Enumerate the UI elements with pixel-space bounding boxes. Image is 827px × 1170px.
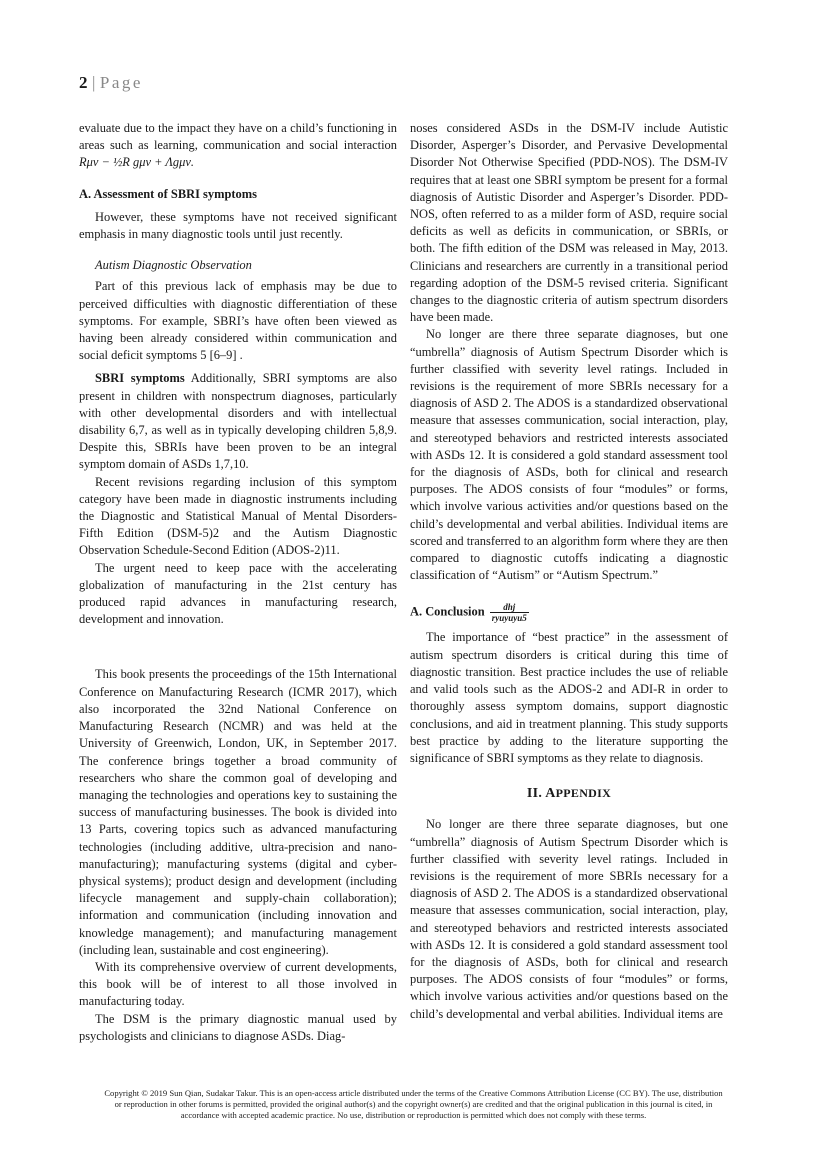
left-column (79, 120, 397, 1045)
left-paragraph-6: The urgent need to keep pace with the accelerating globalization of manufacturing in the 21st century has produced rapid advances in manufacturing research, development and innovation. (79, 560, 397, 627)
copyright-footer: Copyright © 2019 Sun Qian, Sudakar Takur. This is an open-access article distributed under the terms of the Creative Commons Attribution License (CC BY). The use, distribution or reproduction in other forums is permitted, provided the original author(s) and the copyright owner(s) are credited and that the original publication in this journal is cited, in accordance with accepted academic practice. No use, distribution or reproduction is permitted which does not comply with these terms. (104, 1088, 723, 1120)
fraction-denominator: ryuyuyu5 (491, 613, 527, 624)
fraction-numerator: dhj (490, 602, 529, 613)
right-column (410, 120, 728, 1023)
page-header (79, 73, 143, 93)
left-paragraph-2: However, these symptoms have not received significant emphasis in many diagnostic tools until just recently. (79, 209, 397, 242)
section-a-title: A. Assessment of SBRI symptoms (79, 186, 257, 201)
appendix-rest: PPENDIX (555, 786, 612, 801)
left-paragraph-5: Recent revisions regarding inclusion of this symptom category have been made in diagnostic instruments including the Diagnostic and Statistical Manual of Mental Disorders-Fifth Edition (DSM-5)2 and the Autism Diagnostic Observation Schedule-Second Edition (ADOS-2)11. (79, 474, 397, 558)
appendix-cap: A (545, 786, 556, 802)
left-paragraph-8: With its comprehensive overview of current developments, this book will be of interest to all those involved in manufacturing today. (79, 959, 397, 1009)
conclusion-title-text: A. Conclusion (410, 604, 485, 619)
page-separator: | (92, 73, 96, 92)
right-paragraph-3: The importance of “best practice” in the assessment of autism spectrum disorders is critical during this time of diagnostic transition. Best practice includes the use of reliable and valid tools such as the ADOS-2 and ADI-R in order to thoroughly assess symptom domains, support diagnostic conclusions, and aid in treatment planning. This study supports best practice by adding to the literature supporting the significance of SBRI symptoms as they relate to diagnosis. (410, 630, 728, 765)
left-p1-text: evaluate due to the impact they have on a child’s functioning in areas such as learning, communication and social interaction (79, 121, 397, 153)
left-paragraph-1 (79, 120, 397, 172)
appendix-numeral: II. (526, 786, 543, 802)
appendix-heading (410, 785, 728, 802)
left-paragraph-9: The DSM is the primary diagnostic manual used by psychologists and clinicians to diagnose ASDs. Diag- (79, 1011, 397, 1043)
inline-formula: Rμν − ½R gμν + Λgμν. (79, 155, 194, 170)
left-paragraph-7: This book presents the proceedings of the 15th International Conference on Manufacturing Research (ICMR 2017), which also incorporated the 32nd National Conference on Manufacturing Research (NCMR) and was held at the University of Greenwich, London, UK, in September 2017. The conference brings together a broad community of researchers who share the common goal of developing and managing the technologies and operations key to sustaining the success of manufacturing businesses. The book is divided into 13 Parts, covering topics such as advanced manufacturing technologies (including additive, ultra-precision and nano-manufacturing); manufacturing systems (digital and cyber-physical systems); product design and development (including lifecycle management and supply-chain collaboration); information and communication (including innovation and knowledge management); and manufacturing management (including lean, sustainable and cost engineering). (79, 667, 397, 957)
right-paragraph-2: No longer are there three separate diagnoses, but one “umbrella” diagnosis of Autism Spectrum Disorder which is further classified with severity level ratings. Included in revisions is the requirement of more SBRIs necessary for a diagnosis of ASD 2. The ADOS is a standardized observational measure that assesses communication, social interaction, play, and stereotyped behaviors and restricted interests associated with ASDs 12. It is considered a gold standard assessment tool for the diagnosis of ASDs, both for clinical and research purposes. The ADOS consists of four “modules” or forms, which involve various activities and/or questions based on the child’s developmental and verbal abilities. Individual items are scored and transferred to an algorithm form where they are then compared to diagnostic cutoffs indicating a diagnostic classification of “Autism” or “Autism Spectrum.” (410, 327, 728, 583)
conclusion-title (410, 602, 728, 623)
page-word: Page (99, 73, 143, 92)
right-paragraph-1: noses considered ASDs in the DSM-IV include Autistic Disorder, Asperger’s Disorder, and Pervasive Developmental Disorder Not Otherwise Specified (PDD-NOS). The DSM-IV requires that at least one SBRI symptom be present for a formal diagnosis of Autistic Disorder and Asperger’s Disorder. PDD-NOS, often referred to as a milder form of ASD, require social deficits as well as deficits in communication, or SBRIs, or both. The fifth edition of the DSM was released in May, 2013. Clinicians and researchers are currently in a transitional period regarding adoption of the DSM-5 revised criteria. Significant changes to the diagnostic criteria of autism spectrum disorders have been made. (410, 121, 728, 325)
left-p4-text: Additionally, SBRI symptoms are also present in children with nonspectrum diagnoses, particularly with other developmental disorders and with intellectual disability 6,7, as well as in typically developing children 5,8,9. Despite this, SBRIs have been proven to be an integral symptom domain of ASDs 1,7,10. (79, 371, 398, 472)
right-paragraph-4: No longer are there three separate diagnoses, but one “umbrella” diagnosis of Autism Spectrum Disorder which is further classified with severity level ratings. Included in revisions is the requirement of more SBRIs necessary for a diagnosis of ASD 2. The ADOS is a standardized observational measure that assesses communication, social interaction, play, and stereotyped behaviors and restricted interests associated with ASDs 12. It is considered a gold standard assessment tool for the diagnosis of ASDs, both for clinical and research purposes. The ADOS consists of four “modules” or forms, which involve various activities and/or questions based on the child’s developmental and verbal abilities. Individual items are (410, 817, 728, 1021)
page-number: 2 (79, 73, 88, 92)
left-paragraph-3: Part of this previous lack of emphasis may be due to perceived difficulties with diagnostic differentiation of these symptoms. For example, SBRI’s have often been viewed as having been already considered within communication and social deficit symptoms 5 [6–9] . (79, 279, 397, 363)
left-paragraph-4 (79, 370, 397, 473)
subsubsection-title: Autism Diagnostic Observation (95, 258, 252, 273)
conclusion-fraction (490, 602, 529, 623)
sbri-inline-heading: SBRI symptoms (95, 371, 185, 386)
